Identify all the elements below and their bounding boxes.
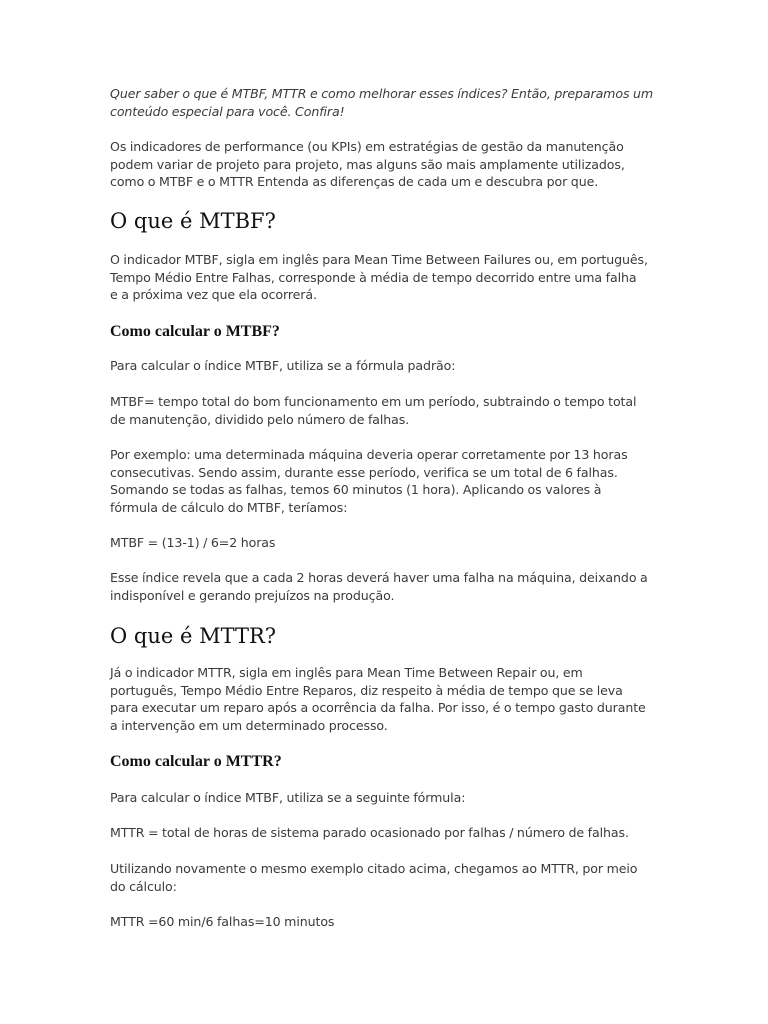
- kpi-paragraph: [110, 138, 662, 191]
- text-line: para executar um reparo após a ocorrência da falha. Por isso, é o tempo gasto durante: [110, 700, 646, 716]
- text-line: consecutivas. Sendo assim, durante esse período, verifica se um total de 6 falhas.: [110, 464, 618, 480]
- text-line: Utilizando novamente o mesmo exemplo citado acima, chegamos ao MTTR, por meio: [110, 861, 638, 876]
- text-line: de manutenção, dividido pelo número de falhas.: [110, 411, 410, 427]
- text-line: Tempo Médio Entre Falhas, corresponde à média de tempo decorrido entre uma falha: [110, 269, 637, 285]
- text-line: Esse índice revela que a cada 2 horas deverá haver uma falha na máquina, deixando a: [110, 570, 648, 585]
- text-line: e a próxima vez que ela ocorrerá.: [110, 287, 317, 303]
- calc-mttr-intro-paragraph: [110, 789, 662, 807]
- text-line: a intervenção em um determinado processo.: [110, 717, 388, 733]
- calc-mtbf-intro-paragraph: [110, 357, 662, 375]
- text-line: português, Tempo Médio Entre Reparos, diz respeito à média de tempo que se leva: [110, 682, 623, 698]
- text-line: como o MTBF e o MTTR Entenda as diferenças de cada um e descubra por que.: [110, 174, 599, 190]
- intro-paragraph: [110, 85, 662, 120]
- text-line: conteúdo especial para você. Confira!: [110, 103, 345, 119]
- example-paragraph: [110, 446, 662, 516]
- text-line: MTTR = total de horas de sistema parado ocasionado por falhas / número de falhas.: [110, 825, 629, 840]
- mttr-example-paragraph: [110, 860, 662, 895]
- heading-calc-mttr: Como calcular o MTTR?: [110, 753, 282, 770]
- mttr-formula-paragraph: [110, 824, 662, 842]
- mtbf-definition-paragraph: [110, 251, 662, 304]
- text-line: fórmula de cálculo do MTBF, teríamos:: [110, 499, 348, 515]
- mtbf-meaning-paragraph: [110, 569, 662, 604]
- text-line: do cálculo:: [110, 878, 177, 894]
- text-line: O indicador MTBF, sigla em inglês para Mean Time Between Failures ou, em português,: [110, 252, 648, 267]
- text-line: MTTR =60 min/6 falhas=10 minutos: [110, 914, 335, 929]
- text-line: indisponível e gerando prejuízos na produção.: [110, 587, 395, 603]
- text-line: Somando se todas as falhas, temos 60 minutos (1 hora). Aplicando os valores à: [110, 482, 602, 498]
- heading-mttr: O que é MTTR?: [110, 624, 277, 648]
- text-line: MTBF= tempo total do bom funcionamento em um período, subtraindo o tempo total: [110, 394, 637, 409]
- mttr-definition-paragraph: [110, 664, 662, 734]
- text-line: Para calcular o índice MTBF, utiliza se a seguinte fórmula:: [110, 790, 466, 805]
- text-line: podem variar de projeto para projeto, mas alguns são mais amplamente utilizados,: [110, 156, 625, 172]
- text-line: Já o indicador MTTR, sigla em inglês para Mean Time Between Repair ou, em: [110, 665, 583, 680]
- text-line: Os indicadores de performance (ou KPIs) em estratégias de gestão da manutenção: [110, 139, 624, 154]
- text-line: Por exemplo: uma determinada máquina deveria operar corretamente por 13 horas: [110, 447, 628, 462]
- heading-calc-mtbf: Como calcular o MTBF?: [110, 323, 280, 340]
- text-line: MTBF = (13-1) / 6=2 horas: [110, 535, 276, 550]
- text-line: Quer saber o que é MTBF, MTTR e como melhorar esses índices? Então, preparamos um: [110, 86, 654, 101]
- mtbf-result-paragraph: [110, 534, 662, 552]
- mtbf-formula-paragraph: [110, 393, 662, 428]
- heading-mtbf: O que é MTBF?: [110, 209, 276, 233]
- mttr-result-paragraph: [110, 913, 662, 931]
- text-line: Para calcular o índice MTBF, utiliza se a fórmula padrão:: [110, 358, 456, 373]
